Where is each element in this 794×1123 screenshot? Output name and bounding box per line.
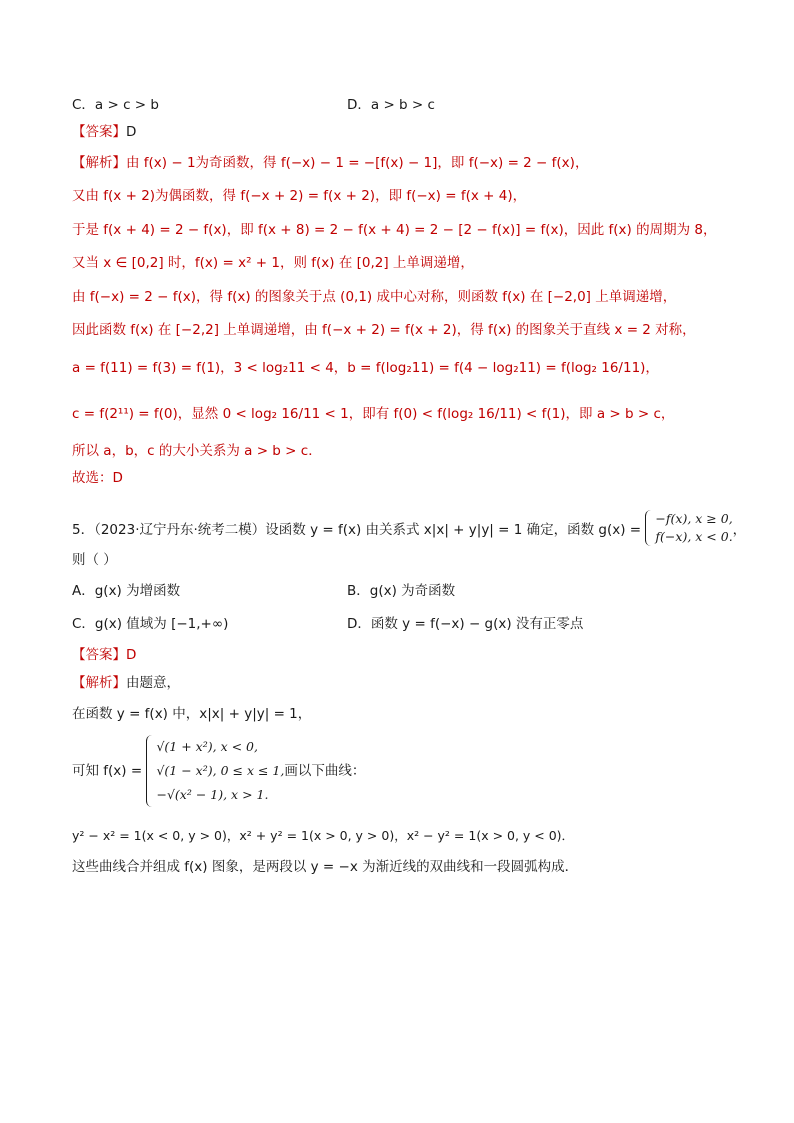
q4-analysis-line-4: 又当 x ∈ [0,2] 时，f(x) = x² + 1，则 f(x) 在 [0,2] 上单调递增， bbox=[72, 255, 474, 271]
answer-value: D bbox=[126, 647, 137, 663]
answer-tag: 【答案】 bbox=[72, 124, 126, 140]
q4-answer-line bbox=[72, 122, 136, 142]
q4-analysis-line-5: 由 f(−x) = 2 − f(x)，得 f(x) 的图象关于点 (0,1) 成中心对称，则函数 f(x) 在 [−2,0] 上单调递增， bbox=[72, 289, 677, 305]
q5-stem bbox=[72, 512, 746, 548]
q5-analysis-conclusion: 这些曲线合并组成 f(x) 图象，是两段以 y = −x 为渐近线的双曲线和一段圆弧构成． bbox=[72, 859, 579, 875]
answer-value: D bbox=[126, 124, 137, 140]
q4-option-c: C．a > c > b bbox=[72, 97, 159, 113]
g-piecewise bbox=[645, 510, 732, 546]
q4-analysis-line-9: 所以 a，b，c 的大小关系为 a > b > c． bbox=[72, 443, 322, 459]
q5-option-b: B．g(x) 为奇函数 bbox=[347, 583, 456, 599]
analysis-tag: 【解析】 bbox=[72, 675, 126, 691]
q4-analysis-line-10: 故选：D bbox=[72, 470, 123, 486]
q5-analysis-curves: y² − x² = 1(x < 0, y > 0)，x² + y² = 1(x > 0, y > 0)，x² − y² = 1(x > 0, y < 0)． bbox=[72, 828, 575, 843]
f-suffix: 画以下曲线： bbox=[284, 763, 366, 779]
q5-option-d: D．函数 y = f(−x) − g(x) 没有正零点 bbox=[347, 616, 584, 632]
q4-option-d: D．a > b > c bbox=[347, 97, 435, 113]
q5-stem-suffix: ， bbox=[732, 522, 747, 538]
f-case-2: √(1 − x²), 0 ≤ x ≤ 1, bbox=[156, 763, 285, 778]
q5-stem-text: 5．（2023·辽宁丹东·统考二模）设函数 y = f(x) 由关系式 x|x| + y|y| = 1 确定，函数 g(x) = bbox=[72, 522, 642, 538]
f-piecewise bbox=[146, 735, 284, 807]
f-case-1: √(1 + x²), x < 0, bbox=[156, 739, 258, 754]
f-case-3: −√(x² − 1), x > 1. bbox=[156, 787, 269, 802]
q4-analysis-line-7: a = f(11) = f(3) = f(1)，3 < log₂11 < 4，b = f(log₂11) = f(4 − log₂11) = f(log₂ 16/11)， bbox=[72, 360, 659, 376]
q4-analysis-line-2: 又由 f(x + 2)为偶函数，得 f(−x + 2) = f(x + 2)，即 f(−x) = f(x + 4)， bbox=[72, 188, 527, 204]
answer-tag: 【答案】 bbox=[72, 647, 126, 663]
q4-analysis-line-8: c = f(2¹¹) = f(0)，显然 0 < log₂ 16/11 < 1，即有 f(0) < f(log₂ 16/11) < f(1)，即 a > b > c， bbox=[72, 406, 675, 422]
q4-analysis-line-3: 于是 f(x + 4) = 2 − f(x)，即 f(x + 8) = 2 − f(x + 4) = 2 − [2 − f(x)] = f(x)，因此 f(x) 的周期为 8， bbox=[72, 222, 717, 238]
q5-analysis-line-1 bbox=[72, 673, 180, 693]
g-case-2: f(−x), x < 0. bbox=[655, 529, 733, 544]
g-case-1: −f(x), x ≥ 0, bbox=[655, 511, 733, 526]
f-brace bbox=[146, 735, 155, 807]
analysis-text: 由 f(x) − 1为奇函数，得 f(−x) − 1 = −[f(x) − 1]，即 f(−x) = 2 − f(x)， bbox=[126, 155, 589, 171]
q5-f-piecewise-line bbox=[72, 735, 365, 807]
q5-option-c: C．g(x) 值域为 [−1,+∞) bbox=[72, 616, 229, 632]
analysis-tag: 【解析】 bbox=[72, 155, 126, 171]
q5-answer-line bbox=[72, 645, 136, 665]
g-brace bbox=[645, 510, 654, 546]
q5-then: 则（ ） bbox=[72, 552, 117, 568]
f-prefix: 可知 f(x) = bbox=[72, 763, 143, 779]
q5-analysis-line-2: 在函数 y = f(x) 中，x|x| + y|y| = 1， bbox=[72, 706, 312, 722]
q5-option-a: A．g(x) 为增函数 bbox=[72, 583, 181, 599]
analysis-text: 由题意， bbox=[126, 675, 180, 691]
q4-analysis-line-1 bbox=[72, 153, 588, 173]
q4-analysis-line-6: 因此函数 f(x) 在 [−2,2] 上单调递增，由 f(−x + 2) = f(x + 2)，得 f(x) 的图象关于直线 x = 2 对称， bbox=[72, 322, 696, 338]
